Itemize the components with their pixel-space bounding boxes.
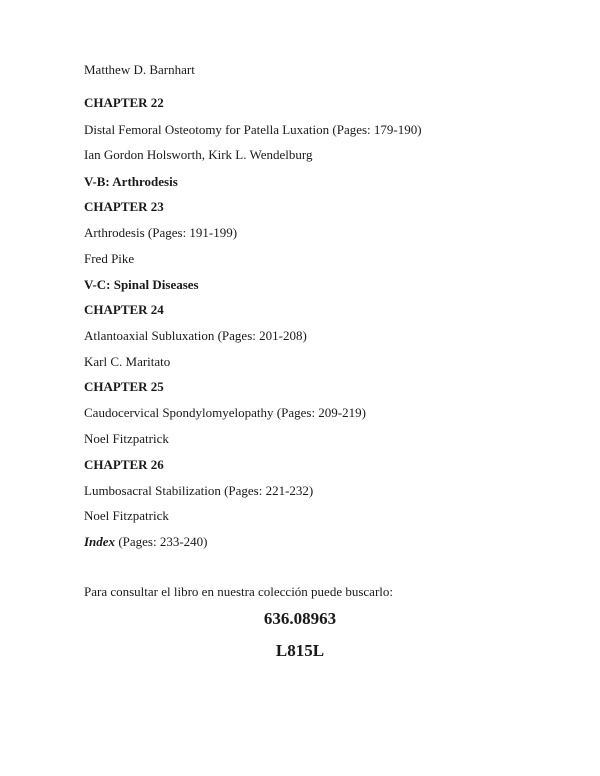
chapter-title: Distal Femoral Osteotomy for Patella Luxation (Pages: 179-190) xyxy=(84,122,422,137)
index-line xyxy=(84,534,208,550)
author-line: Matthew D. Barnhart xyxy=(84,62,195,77)
chapter-heading: CHAPTER 24 xyxy=(84,302,164,317)
chapter-heading: CHAPTER 25 xyxy=(84,379,164,394)
author-line: Ian Gordon Holsworth, Kirk L. Wendelburg xyxy=(84,147,313,162)
chapter-title: Arthrodesis (Pages: 191-199) xyxy=(84,225,238,240)
catalog-note: Para consultar el libro en nuestra colección puede buscarlo: xyxy=(84,584,393,599)
classification-number: 636.08963 xyxy=(263,609,337,628)
author-line: Noel Fitzpatrick xyxy=(84,431,169,446)
chapter-heading: CHAPTER 23 xyxy=(84,199,164,214)
author-line: Karl C. Maritato xyxy=(84,354,171,369)
chapter-title: Caudocervical Spondylomyelopathy (Pages: 209-219) xyxy=(84,405,366,420)
chapter-heading: CHAPTER 22 xyxy=(84,95,164,110)
cutter-number: L815L xyxy=(275,641,325,660)
chapter-title: Lumbosacral Stabilization (Pages: 221-232) xyxy=(84,483,314,498)
author-line: Fred Pike xyxy=(84,251,135,266)
index-label: Index xyxy=(84,534,116,549)
section-heading: V-C: Spinal Diseases xyxy=(84,277,199,292)
chapter-title: Atlantoaxial Subluxation (Pages: 201-208) xyxy=(84,328,307,343)
author-line: Noel Fitzpatrick xyxy=(84,508,169,523)
index-pages: (Pages: 233-240) xyxy=(115,534,208,549)
chapter-heading: CHAPTER 26 xyxy=(84,457,164,472)
section-heading: V-B: Arthrodesis xyxy=(84,174,178,189)
